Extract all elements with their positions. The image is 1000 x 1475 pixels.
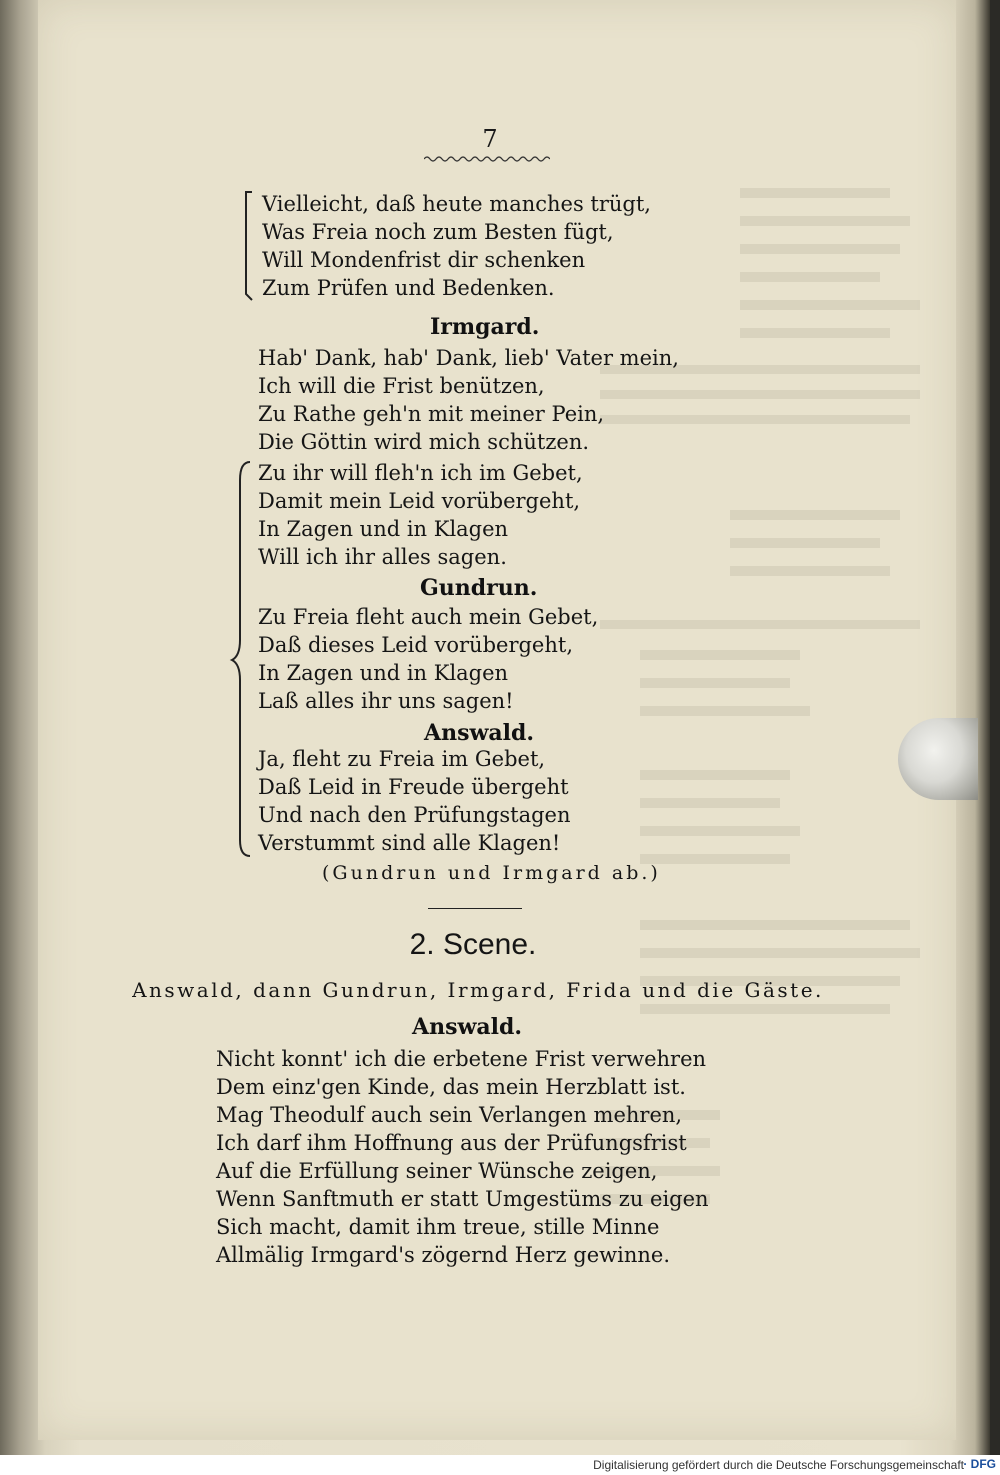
stanza-d-line-2: Daß dieses Leid vorübergeht, [258, 633, 573, 657]
stanza-f-line-3: Mag Theodulf auch sein Verlangen mehren, [216, 1103, 683, 1127]
stanza-b-line-1: Hab' Dank, hab' Dank, lieb' Vater mein, [258, 346, 679, 370]
stanza-f-line-5: Auf die Erfüllung seiner Wünsche zeigen, [216, 1159, 658, 1183]
stanza-d-line-1: Zu Freia fleht auch mein Gebet, [258, 605, 599, 629]
stanza-b-line-4: Die Göttin wird mich schützen. [258, 430, 590, 454]
speaker-gundrun: Gundrun. [420, 575, 538, 601]
stanza-b-line-2: Ich will die Frist benützen, [258, 374, 545, 398]
stanza-c-line-2: Damit mein Leid vorübergeht, [258, 489, 581, 513]
stanza-d-line-4: Laß alles ihr uns sagen! [258, 689, 514, 713]
digitization-credit: Digitalisierung gefördert durch die Deutsche Forschungsgemeinschaft [593, 1458, 964, 1472]
stanza-a-line-3: Will Mondenfrist dir schenken [262, 248, 586, 272]
section-divider [428, 908, 522, 909]
stanza-a-line-1: Vielleicht, daß heute manches trügt, [262, 192, 651, 216]
stanza-f-line-4: Ich darf ihm Hoffnung aus der Prüfungsfrist [216, 1131, 687, 1155]
speaker-answald-2: Answald. [412, 1014, 523, 1040]
stanza-f-line-2: Dem einz'gen Kinde, das mein Herzblatt ist. [216, 1075, 686, 1099]
brace-ensemble [228, 460, 256, 860]
stanza-e-line-2: Daß Leid in Freude übergeht [258, 775, 569, 799]
thumb-holding-page [898, 718, 978, 800]
scene-title: 2. Scene. [409, 928, 537, 961]
stage-direction: (Gundrun und Irmgard ab.) [322, 862, 661, 884]
scene-cast-list: Answald, dann Gundrun, Irmgard, Frida und die Gäste. [132, 978, 824, 1002]
stanza-e-line-3: Und nach den Prüfungstagen [258, 803, 571, 827]
dfg-logo: · DFG [963, 1457, 996, 1471]
stanza-c-line-3: In Zagen und in Klagen [258, 517, 509, 541]
page-number: 7 [482, 125, 498, 153]
bracket-stanza-a [240, 190, 256, 302]
stanza-a-line-2: Was Freia noch zum Besten fügt, [262, 220, 614, 244]
stanza-a-line-4: Zum Prüfen und Bedenken. [262, 276, 555, 300]
stanza-c-line-1: Zu ihr will fleh'n ich im Gebet, [258, 461, 583, 485]
speaker-irmgard: Irmgard. [430, 314, 540, 340]
stanza-f-line-6: Wenn Sanftmuth er statt Umgestüms zu eigen [216, 1187, 709, 1211]
speaker-answald-1: Answald. [424, 720, 535, 746]
stanza-f-line-8: Allmälig Irmgard's zögernd Herz gewinne. [216, 1243, 670, 1267]
stanza-b-line-3: Zu Rathe geh'n mit meiner Pein, [258, 402, 605, 426]
wavy-rule-ornament [424, 154, 550, 164]
stanza-c-line-4: Will ich ihr alles sagen. [258, 545, 507, 569]
stanza-e-line-1: Ja, fleht zu Freia im Gebet, [258, 747, 546, 771]
stanza-f-line-7: Sich macht, damit ihm treue, stille Minne [216, 1215, 660, 1239]
stanza-f-line-1: Nicht konnt' ich die erbetene Frist verwehren [216, 1047, 707, 1071]
stanza-e-line-4: Verstummt sind alle Klagen! [258, 831, 561, 855]
stanza-d-line-3: In Zagen und in Klagen [258, 661, 509, 685]
